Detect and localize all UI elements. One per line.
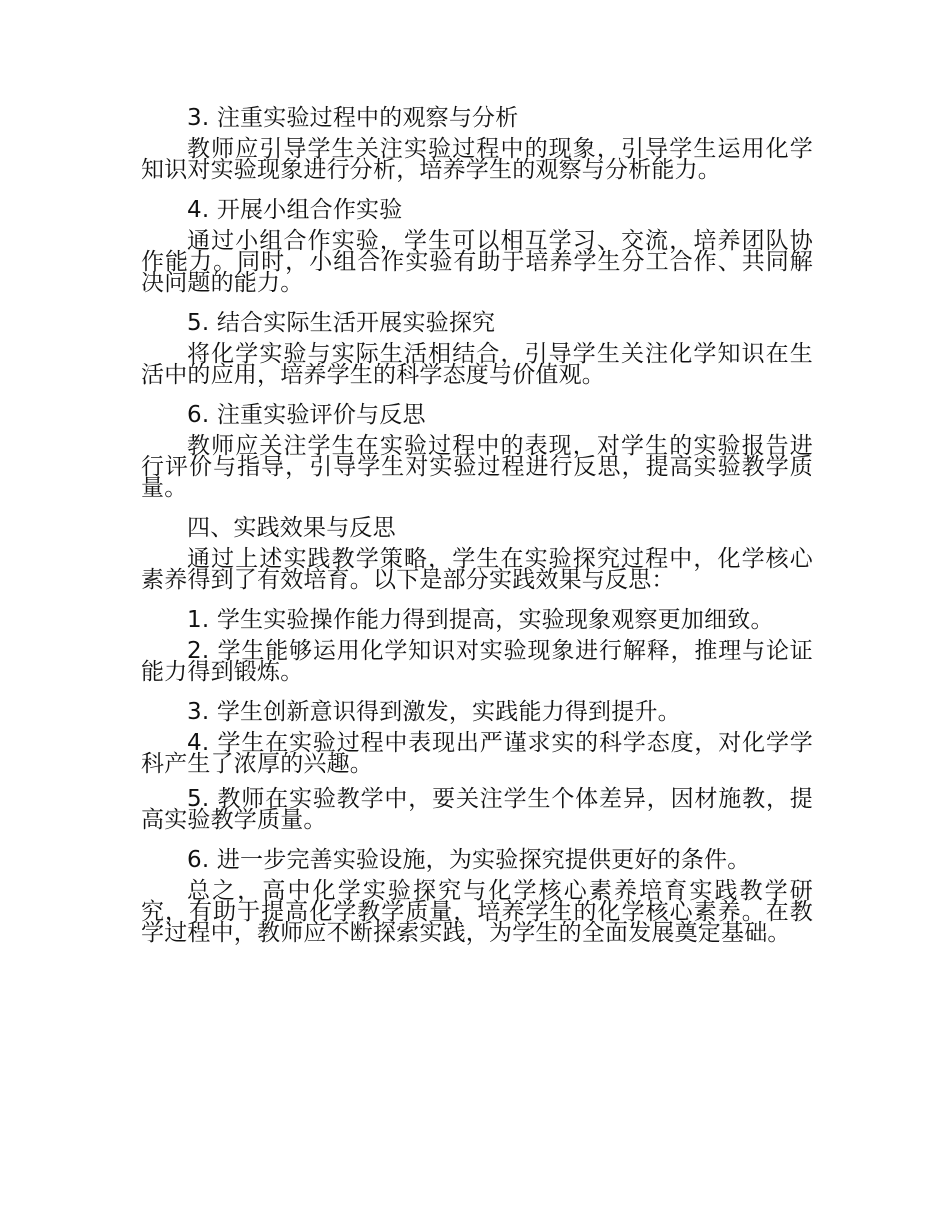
list-item-effect-3: 3. 学生创新意识得到激发，实践能力得到提升。 xyxy=(187,699,681,725)
list-item-effect-5: 5. 教师在实验教学中，要关注学生个体差异，因材施教，提高实验教学质量。 xyxy=(141,786,813,833)
subheading-evaluation-reflection: 6. 注重实验评价与反思 xyxy=(187,402,426,428)
paragraph-group-experiment: 通过小组合作实验，学生可以相互学习、交流，培养团队协作能力。同时，小组合作实验有助于培养学生分工合作、共同解决问题的能力。 xyxy=(141,228,813,296)
subheading-group-experiment: 4. 开展小组合作实验 xyxy=(187,197,403,223)
subheading-observation-analysis: 3. 注重实验过程中的观察与分析 xyxy=(187,105,519,131)
document-body xyxy=(141,103,813,958)
list-item-effect-2: 2. 学生能够运用化学知识对实验现象进行解释，推理与论证能力得到锻炼。 xyxy=(141,638,813,685)
list-item-effect-4: 4. 学生在实验过程中表现出严谨求实的科学态度，对化学学科产生了浓厚的兴趣。 xyxy=(141,730,813,777)
paragraph-conclusion: 总之，高中化学实验探究与化学核心素养培育实践教学研究，有助于提高化学教学质量，培养学生的化学核心素养。在教学过程中，教师应不断探索实践，为学生的全面发展奠定基础。 xyxy=(141,878,813,946)
section-heading-effects-reflection: 四、实践效果与反思 xyxy=(187,515,396,541)
subheading-real-life-inquiry: 5. 结合实际生活开展实验探究 xyxy=(187,310,496,336)
list-item-effect-1: 1. 学生实验操作能力得到提高，实验现象观察更加细致。 xyxy=(187,607,774,633)
paragraph-observation-analysis: 教师应引导学生关注实验过程中的现象，引导学生运用化学知识对实验现象进行分析，培养学生的观察与分析能力。 xyxy=(141,136,813,183)
paragraph-effects-intro: 通过上述实践教学策略，学生在实验探究过程中，化学核心素养得到了有效培育。以下是部分实践效果与反思： xyxy=(141,546,813,593)
paragraph-evaluation-reflection: 教师应关注学生在实验过程中的表现，对学生的实验报告进行评价与指导，引导学生对实验过程进行反思，提高实验教学质量。 xyxy=(141,433,813,501)
paragraph-real-life-inquiry: 将化学实验与实际生活相结合，引导学生关注化学知识在生活中的应用，培养学生的科学态度与价值观。 xyxy=(141,341,813,388)
list-item-effect-6: 6. 进一步完善实验设施，为实验探究提供更好的条件。 xyxy=(187,847,751,873)
